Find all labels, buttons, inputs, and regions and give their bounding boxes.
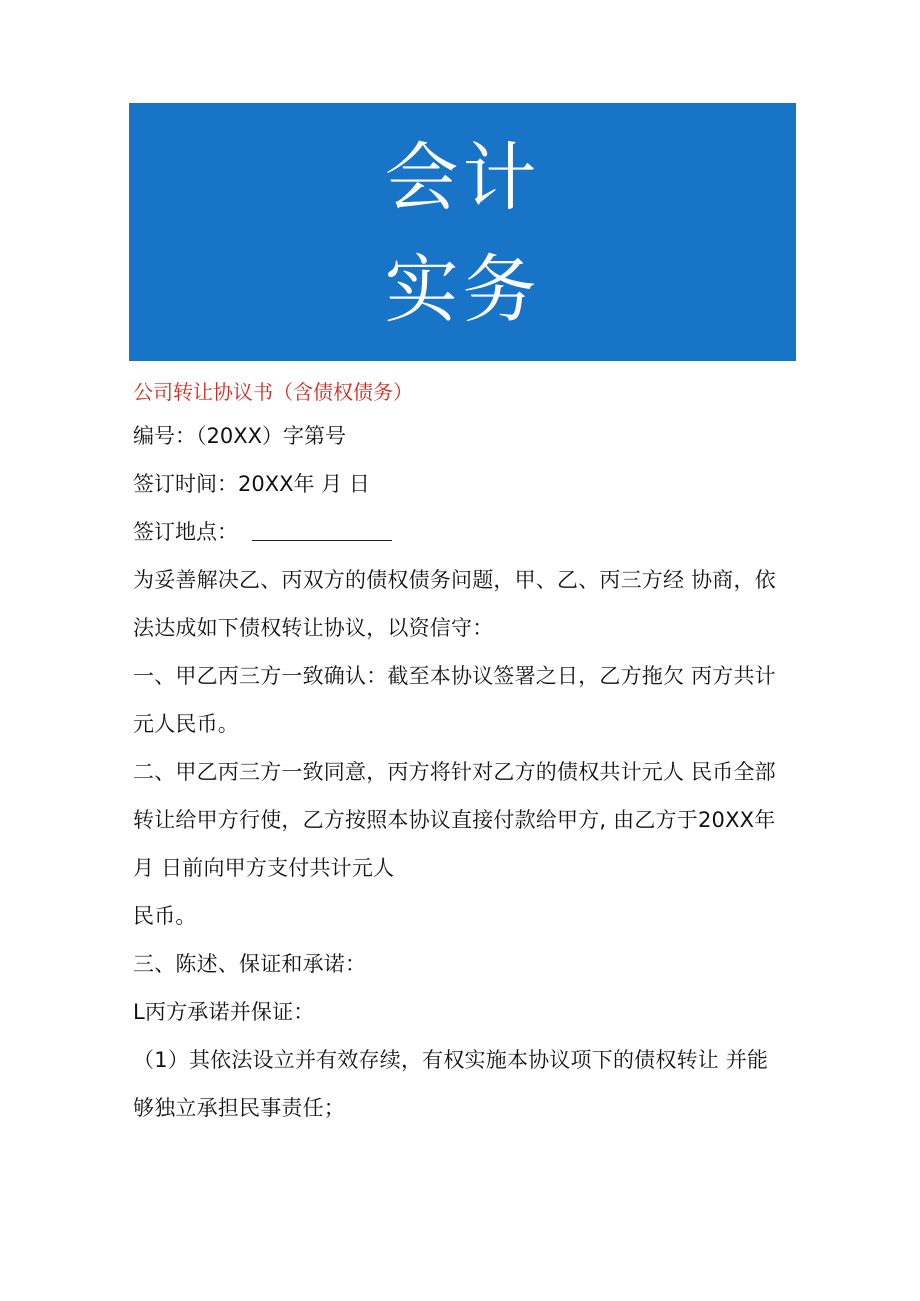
place-label: 签订地点： xyxy=(133,520,238,544)
clause-2-line-3: 月 日前向甲方支付共计元人 xyxy=(133,856,395,880)
clause-2-line-4: 民币。 xyxy=(133,904,197,928)
intro-paragraph xyxy=(133,556,801,652)
date-line: 签订时间：20XX年 月 日 xyxy=(133,472,370,496)
clause-2 xyxy=(133,748,801,940)
clause-3-item-1-line-1: （1）其依法设立并有效存续，有权实施本协议项下的债权转让 并能 xyxy=(133,1048,769,1072)
intro-line-2: 法达成如下债权转让协议，以资信守： xyxy=(133,616,494,640)
banner-title-line1: 会计 xyxy=(384,135,541,221)
document-title: 公司转让协议书（含债权债务） xyxy=(133,380,413,404)
place-blank-underline xyxy=(252,518,392,541)
intro-line-1: 为妥善解决乙、丙双方的债权债务问题，甲、乙、丙三方经 协商，依 xyxy=(133,568,776,592)
clause-1 xyxy=(133,652,801,748)
clause-2-line-1: 二、甲乙丙三方一致同意，丙方将针对乙方的债权共计元人 民币全部 xyxy=(133,760,776,784)
clause-3-heading: 三、陈述、保证和承诺： xyxy=(133,952,367,976)
clause-3-item-1 xyxy=(133,1036,801,1132)
clause-3-subheading: L丙方承诺并保证： xyxy=(133,1000,315,1024)
header-banner xyxy=(129,103,796,361)
number-line: 编号：（20XX）字第号 xyxy=(133,424,346,448)
banner-title-line2: 实务 xyxy=(384,247,541,333)
place-line xyxy=(133,508,801,556)
document-body xyxy=(133,372,801,1132)
clause-1-line-1: 一、甲乙丙三方一致确认：截至本协议签署之日，乙方拖欠 丙方共计 xyxy=(133,664,776,688)
clause-1-line-2: 元人民币。 xyxy=(133,712,239,736)
clause-3-item-1-line-2: 够独立承担民事责任； xyxy=(133,1096,345,1120)
clause-2-line-2: 转让给甲方行使，乙方按照本协议直接付款给甲方, 由乙方于20XX年 xyxy=(133,808,776,832)
